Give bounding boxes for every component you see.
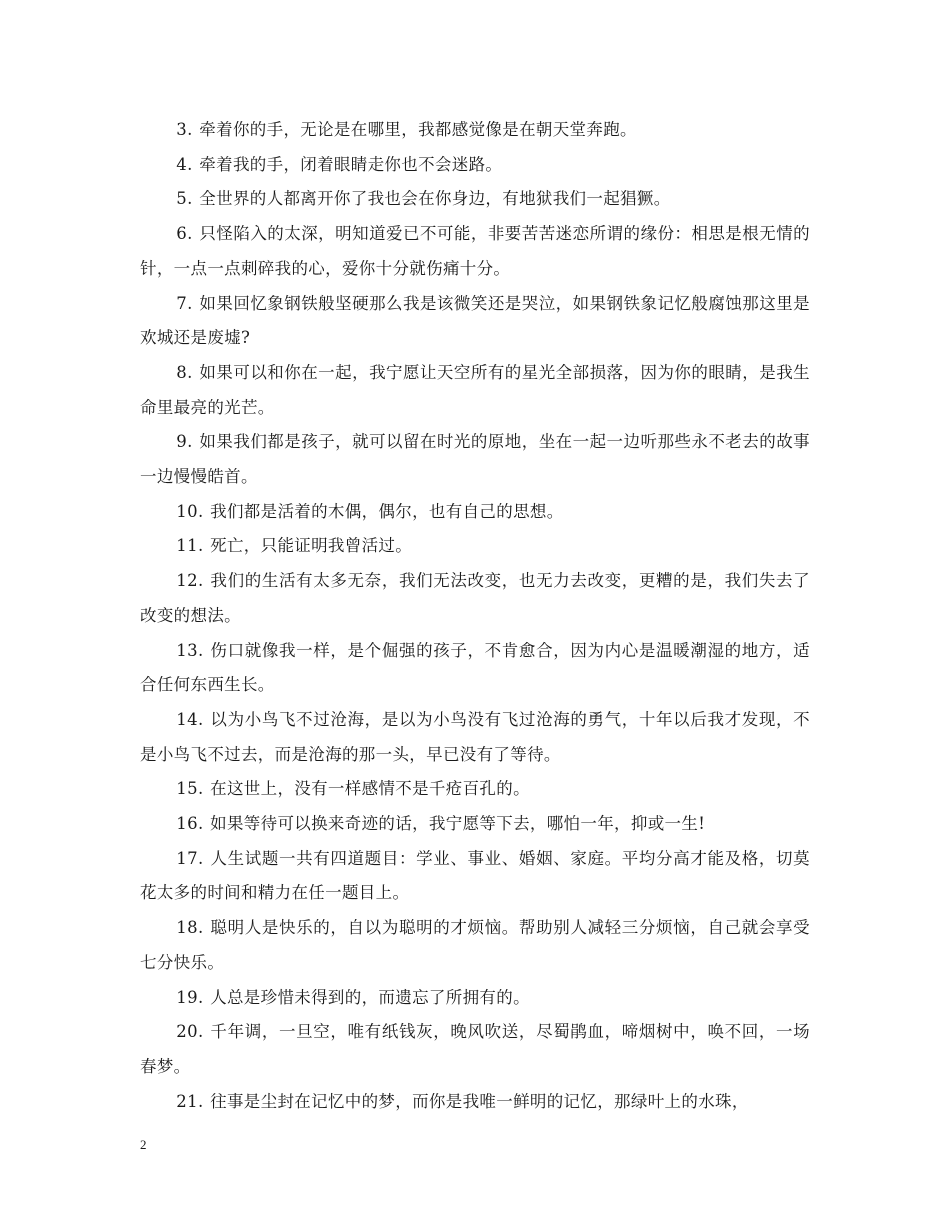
- item-text: 人总是珍惜未得到的，而遗忘了所拥有的。: [210, 987, 530, 1007]
- item-number: 18.: [176, 918, 204, 938]
- list-item: [140, 807, 810, 842]
- item-text: 千年调，一旦空，唯有纸钱灰，晚风吹送，尽蜀鹃血，啼烟树中，唤不回，一场春梦。: [140, 1022, 810, 1076]
- item-text: 我们的生活有太多无奈，我们无法改变，也无力去改变，更糟的是，我们失去了改变的想法。: [140, 571, 810, 625]
- page-number: 2: [140, 1137, 147, 1152]
- item-number: 11.: [176, 536, 204, 556]
- item-text: 牵着你的手，无论是在哪里，我都感觉像是在朝天堂奔跑。: [199, 120, 637, 139]
- item-number: 13.: [176, 640, 204, 660]
- list-item: [140, 217, 810, 286]
- list-item: [140, 425, 810, 494]
- item-number: 8.: [176, 362, 193, 382]
- item-number: 10.: [176, 501, 204, 521]
- item-number: 9.: [176, 432, 193, 452]
- item-text: 在这世上，没有一样感情不是千疮百孔的。: [210, 779, 530, 799]
- item-text: 只怪陷入的太深，明知道爱已不可能，非要苦苦迷恋所谓的缘份：相思是根无情的针，一点一点刺碎我的心，爱你十分就伤痛十分。: [140, 224, 810, 278]
- item-number: 19.: [176, 987, 204, 1007]
- item-text: 我们都是活着的木偶，偶尔，也有自己的思想。: [210, 501, 564, 521]
- item-number: 20.: [176, 1022, 204, 1042]
- item-text: 如果回忆象钢铁般坚硬那么我是该微笑还是哭泣，如果钢铁象记忆般腐蚀那这里是欢城还是废墟?: [140, 293, 810, 348]
- list-item: [140, 148, 810, 183]
- item-text: 往事是尘封在记忆中的梦，而你是我唯一鲜明的记忆，那绿叶上的水珠，: [210, 1091, 749, 1111]
- list-item: [140, 772, 810, 807]
- item-number: 7.: [176, 293, 193, 313]
- list-item: [140, 842, 810, 911]
- document-body: [140, 113, 810, 1119]
- item-number: 16.: [176, 814, 204, 834]
- item-number: 21.: [176, 1091, 204, 1111]
- item-text: 全世界的人都离开你了我也会在你身边，有地狱我们一起猖獗。: [199, 189, 671, 209]
- list-item: [140, 287, 810, 356]
- item-number: 14.: [176, 709, 204, 729]
- item-text: 聪明人是快乐的，自以为聪明的才烦恼。帮助别人减轻三分烦恼，自己就会享受七分快乐。: [140, 918, 810, 972]
- list-item: [140, 529, 810, 564]
- item-text: 伤口就像我一样，是个倔强的孩子，不肯愈合，因为内心是温暖潮湿的地方，适合任何东西生长。: [140, 640, 810, 695]
- item-number: 15.: [176, 779, 204, 799]
- list-item: [140, 981, 810, 1016]
- list-item: [140, 703, 810, 772]
- item-text: 如果我们都是孩子，就可以留在时光的原地，坐在一起一边听那些永不老去的故事一边慢慢皓首。: [140, 432, 810, 487]
- list-item: [140, 1015, 810, 1084]
- item-number: 5.: [176, 189, 193, 209]
- list-item: [140, 113, 810, 148]
- item-text: 以为小鸟飞不过沧海，是以为小鸟没有飞过沧海的勇气，十年以后我才发现，不是小鸟飞不过去，而是沧海的那一头，早已没有了等待。: [140, 709, 810, 764]
- list-item: [140, 495, 810, 530]
- item-text: 死亡，只能证明我曾活过。: [210, 536, 413, 556]
- item-text: 如果可以和你在一起，我宁愿让天空所有的星光全部损落，因为你的眼睛，是我生命里最亮的光芒。: [140, 362, 810, 417]
- list-item: [140, 564, 810, 633]
- list-item: [140, 182, 810, 217]
- item-number: 6.: [176, 224, 193, 244]
- list-item: [140, 356, 810, 425]
- item-text: 人生试题一共有四道题目：学业、事业、婚姻、家庭。平均分高才能及格，切莫花太多的时间和精力在任一题目上。: [140, 848, 810, 903]
- item-number: 17.: [176, 848, 204, 868]
- item-number: 4.: [176, 154, 193, 174]
- item-number: 3.: [176, 120, 193, 139]
- list-item: [140, 911, 810, 980]
- list-item: [140, 1085, 810, 1120]
- list-item: [140, 634, 810, 703]
- item-number: 12.: [176, 571, 204, 591]
- item-text: 如果等待可以换来奇迹的话，我宁愿等下去，哪怕一年，抑或一生!: [210, 814, 706, 834]
- item-text: 牵着我的手，闭着眼睛走你也不会迷路。: [199, 154, 503, 174]
